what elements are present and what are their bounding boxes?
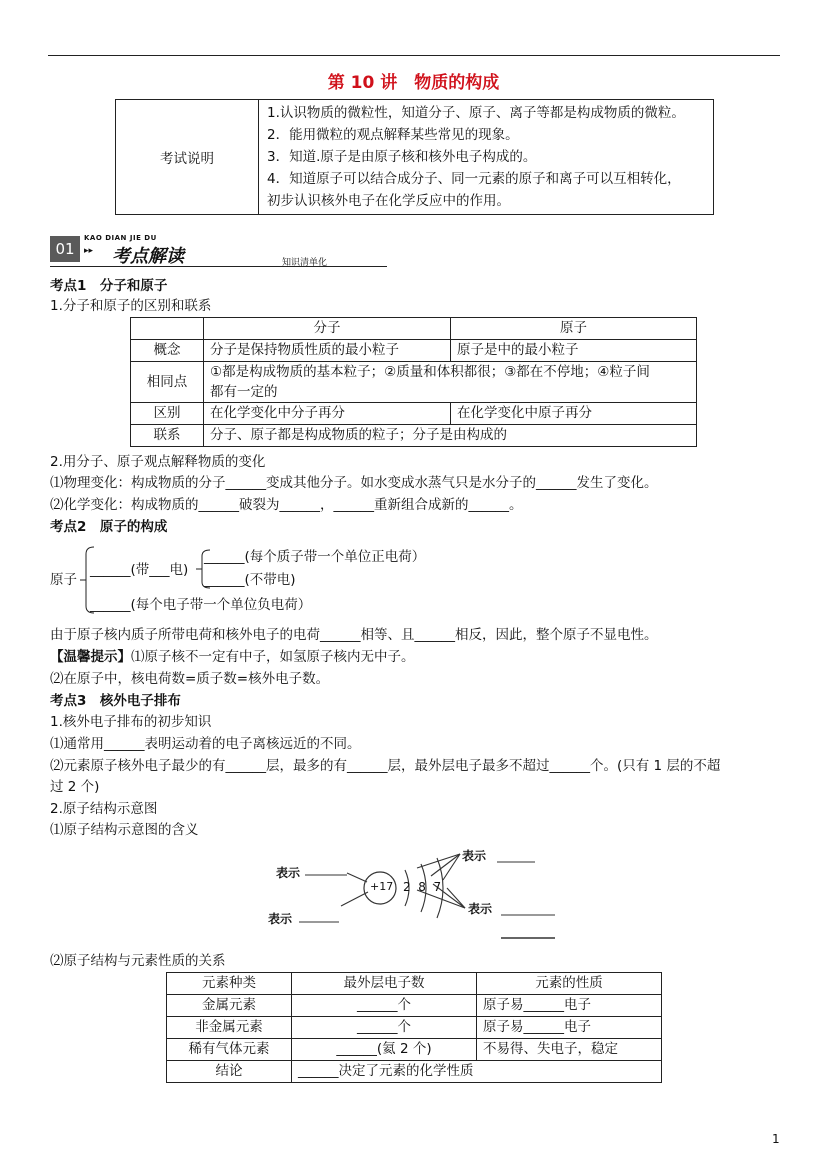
diagram-label: 表示 bbox=[268, 912, 293, 926]
kp2-tip1 bbox=[50, 647, 415, 667]
kp1-sub1: 1.分子和原子的区别和联系 bbox=[50, 298, 212, 314]
table-cell: 在化学变化中原子再分 bbox=[451, 403, 697, 425]
kp2-line1: 由于原子核内质子所带电荷和核外电子的电荷______相等、且______相反，因此，整个原子不显电性。 bbox=[50, 627, 658, 643]
exam-label: 考试说明 bbox=[116, 100, 259, 215]
section-subtitle: 知识清单化 bbox=[282, 258, 328, 268]
table-cell: 分子、原子都是构成物质的粒子；分子是由构成的 bbox=[204, 425, 697, 447]
table-cell: 概念 bbox=[131, 340, 204, 362]
exam-line: 3．知道.原子是由原子核和核外电子构成的。 bbox=[267, 149, 537, 165]
section-pinyin: KAO DIAN JIE DU bbox=[84, 234, 157, 242]
diagram-label: 表示 bbox=[468, 902, 493, 916]
molecule-atom-table bbox=[130, 317, 697, 447]
exam-line: 2．能用微粒的观点解释某些常见的现象。 bbox=[267, 127, 519, 143]
table-header-cell: 元素种类 bbox=[167, 973, 292, 995]
exam-line: 1.认识物质的微粒性，知道分子、原子、离子等都是构成物质的微粒。 bbox=[267, 105, 685, 121]
element-property-table bbox=[166, 972, 662, 1083]
exam-line: 4．知道原子可以结合成分子、同一元素的原子和离子可以互相转化， bbox=[267, 171, 681, 187]
arrow-icon: ▸▸ bbox=[84, 246, 94, 256]
kp2-tip2: ⑵在原子中，核电荷数=质子数=核外电子数。 bbox=[50, 671, 330, 687]
table-cell: ______个 bbox=[292, 995, 477, 1017]
shell-electrons: 2 8 7 bbox=[403, 880, 442, 894]
diagram-label: 表示 bbox=[276, 866, 301, 880]
table-cell: 金属元素 bbox=[167, 995, 292, 1017]
kp3-sub1: 1.核外电子排布的初步知识 bbox=[50, 714, 212, 730]
table-cell: 分子是保持物质性质的最小粒子 bbox=[204, 340, 451, 362]
table-cell-line: 都有一定的 bbox=[210, 384, 278, 400]
kp3-sub2b: ⑵原子结构与元素性质的关系 bbox=[50, 953, 226, 969]
electron-line: ______(每个电子带一个单位负电荷） bbox=[90, 597, 312, 613]
table-header-cell: 原子 bbox=[451, 318, 697, 340]
section-number: 01 bbox=[50, 236, 80, 262]
kp1-line2: ⑵化学变化：构成物质的______破裂为______，______重新组合成新的______。 bbox=[50, 497, 523, 513]
kp3-line2: ⑵元素原子核外电子最少的有______层，最多的有______层，最外层电子最多不超过______个。(只有 1 层的不超 bbox=[50, 758, 721, 774]
diagram-label: 表示 bbox=[462, 849, 487, 863]
neutron-line: ______(不带电) bbox=[204, 572, 296, 588]
table-header-cell: 元素的性质 bbox=[477, 973, 662, 995]
table-cell: 结论 bbox=[167, 1061, 292, 1083]
exam-table bbox=[115, 99, 714, 215]
kp3-line1: ⑴通常用______表明运动着的电子离核远近的不同。 bbox=[50, 736, 361, 752]
kp3-sub2: 2.原子结构示意图 bbox=[50, 801, 158, 817]
kp3-heading: 考点3 核外电子排布 bbox=[50, 693, 181, 709]
exam-content bbox=[259, 100, 714, 215]
table-cell bbox=[204, 362, 697, 403]
kp1-heading: 考点1 分子和原子 bbox=[50, 278, 168, 294]
table-cell: 不易得、失电子，稳定 bbox=[477, 1039, 662, 1061]
table-cell: ______个 bbox=[292, 1017, 477, 1039]
table-cell: 非金属元素 bbox=[167, 1017, 292, 1039]
exam-line: 初步认识核外电子在化学反应中的作用。 bbox=[267, 193, 510, 209]
kp1-sub2: 2.用分子、原子观点解释物质的变化 bbox=[50, 454, 266, 470]
table-cell: 联系 bbox=[131, 425, 204, 447]
table-cell: ______决定了元素的化学性质 bbox=[292, 1061, 662, 1083]
top-rule bbox=[48, 55, 780, 56]
table-cell: 原子易______电子 bbox=[477, 1017, 662, 1039]
table-header-cell: 最外层电子数 bbox=[292, 973, 477, 995]
proton-line: ______(每个质子带一个单位正电荷） bbox=[204, 549, 426, 565]
kp1-line1: ⑴物理变化：构成物质的分子______变成其他分子。如水变成水蒸气只是水分子的______发生了变化。 bbox=[50, 475, 658, 491]
page-number: 1 bbox=[772, 1132, 780, 1146]
table-cell: 稀有气体元素 bbox=[167, 1039, 292, 1061]
kp2-heading: 考点2 原子的构成 bbox=[50, 519, 168, 535]
tip-text: ⑴原子核不一定有中子，如氢原子核内无中子。 bbox=[131, 649, 415, 665]
table-cell: 相同点 bbox=[131, 362, 204, 403]
kp3-sub2a: ⑴原子结构示意图的含义 bbox=[50, 822, 199, 838]
tip-label: 【温馨提示】 bbox=[50, 649, 131, 665]
table-cell: ______(氦 2 个) bbox=[292, 1039, 477, 1061]
section-title: 考点解读 bbox=[112, 246, 184, 267]
table-header-cell: 分子 bbox=[204, 318, 451, 340]
table-cell-line: ①都是构成物质的基本粒子；②质量和体积都很；③都在不停地；④粒子间 bbox=[210, 364, 650, 380]
kp3-line2b: 过 2 个) bbox=[50, 779, 100, 795]
nucleus-blank: ______(带___电) bbox=[90, 562, 189, 578]
section-rule bbox=[50, 266, 387, 267]
table-cell: 区别 bbox=[131, 403, 204, 425]
atom-label: 原子 bbox=[50, 572, 77, 588]
page-title: 第 10 讲 物质的构成 bbox=[327, 73, 500, 93]
table-cell: 原子易______电子 bbox=[477, 995, 662, 1017]
table-header-cell bbox=[131, 318, 204, 340]
nucleus-charge: +17 bbox=[370, 880, 394, 893]
table-cell: 原子是中的最小粒子 bbox=[451, 340, 697, 362]
table-cell: 在化学变化中分子再分 bbox=[204, 403, 451, 425]
